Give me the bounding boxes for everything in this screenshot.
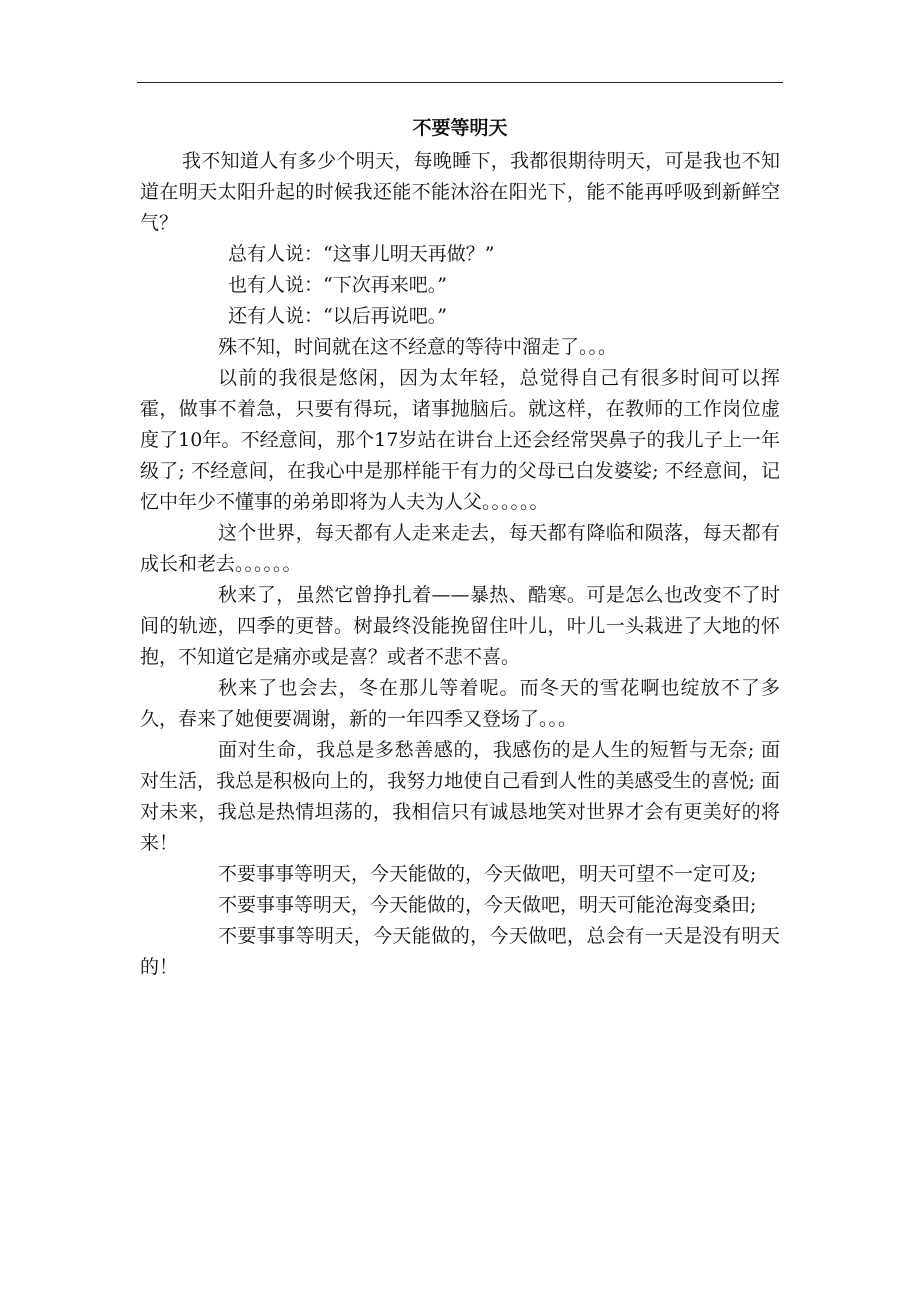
paragraph-conclusion-2: 不要事事等明天，今天能做的，今天做吧，明天可能沧海变桑田; bbox=[218, 894, 757, 916]
paragraph-world: 这个世界，每天都有人走来走去，每天都有降临和陨落，每天都有成长和老去。。。。。。 bbox=[140, 522, 780, 575]
quote-line-1: 总有人说：“这事儿明天再做？” bbox=[228, 243, 495, 265]
header-rule bbox=[137, 82, 783, 83]
paragraph-conclusion-3: 不要事事等明天，今天能做的，今天做吧，总会有一天是没有明天的！ bbox=[140, 925, 780, 978]
paragraph-facing-life: 面对生命，我总是多愁善感的，我感伤的是人生的短暂与无奈; 面对生活，我总是积极向上的，我努力地使自己看到人性的美感受生的喜悦; 面对未来，我总是热情坦荡的，我相信只有诚恳地笑对世界才会有更美好的将来！ bbox=[140, 739, 780, 854]
document-body bbox=[140, 110, 780, 983]
paragraph-autumn: 秋来了，虽然它曾挣扎着——暴热、酷寒。可是怎么也改变不了时间的轨迹，四季的更替。树最终没能挽留住叶儿，叶儿一头栽进了大地的怀抱，不知道它是痛亦或是喜？或者不悲不喜。 bbox=[140, 584, 780, 668]
document-title: 不要等明天 bbox=[412, 117, 508, 139]
quote-line-2: 也有人说：“下次再来吧。” bbox=[228, 274, 447, 296]
paragraph-winter: 秋来了也会去，冬在那儿等着呢。而冬天的雪花啊也绽放不了多久，春来了她便要凋谢，新的一年四季又登场了。。。 bbox=[140, 677, 780, 730]
quote-line-3: 还有人说：“以后再说吧。” bbox=[228, 305, 447, 327]
paragraph-intro: 我不知道人有多少个明天，每晚睡下，我都很期待明天，可是我也不知道在明天太阳升起的时候我还能不能沐浴在阳光下，能不能再呼吸到新鲜空气？ bbox=[140, 150, 780, 234]
paragraph-time-slips: 殊不知，时间就在这不经意的等待中溜走了。。。 bbox=[218, 336, 618, 358]
paragraph-past-self: 以前的我很是悠闲，因为太年轻，总觉得自己有很多时间可以挥霍，做事不着急，只要有得玩，诸事抛脑后。就这样，在教师的工作岗位虚度了10年。不经意间，那个17岁站在讲台上还会经常哭鼻子的我儿子上一年级了; 不经意间，在我心中是那样能干有力的父母已白发婆娑; 不经意间，记忆中年少不懂事的弟弟即将为人夫为人父。。。。。。 bbox=[140, 367, 780, 513]
paragraph-conclusion-1: 不要事事等明天，今天能做的，今天做吧，明天可望不一定可及; bbox=[218, 863, 757, 885]
